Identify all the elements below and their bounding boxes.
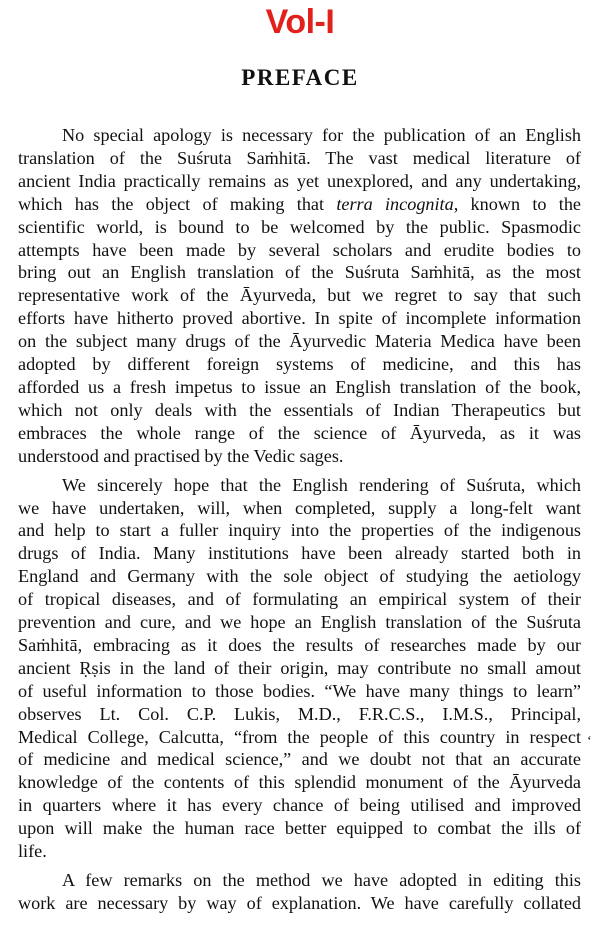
text-line: afforded us a fresh impetus to issue an English translation of the book, xyxy=(18,376,581,397)
stray-print-mark: ‘ xyxy=(587,734,592,749)
text-line: which has the object of making that terra incognita, known to the xyxy=(18,193,581,214)
text-line: adopted by different foreign systems of medicine, and this has xyxy=(18,354,581,375)
paragraph-1 xyxy=(18,124,581,468)
text-line: representative work of the Āyurveda, but we regret to say that such xyxy=(18,285,581,306)
paragraph-2 xyxy=(18,474,581,863)
italic-phrase: terra incognita xyxy=(336,193,454,214)
text-line: scientific world, is bound to be welcomed by the public. Spasmodic xyxy=(18,216,581,237)
text-line: knowledge of the contents of this splendid monument of the Āyurveda xyxy=(18,772,581,793)
text-line: embraces the whole range of the science of Āyurveda, as it was xyxy=(18,422,581,443)
text-line: work are necessary by way of explanation. We have carefully collated xyxy=(18,892,581,913)
text-line: of tropical diseases, and of formulating an empirical system of their xyxy=(18,589,581,610)
text-line: A few remarks on the method we have adopted in editing this xyxy=(62,870,581,890)
text-line: attempts have been made by several scholars and erudite bodies to xyxy=(18,239,581,260)
text-line: Medical College, Calcutta, “from the people of this country in respect xyxy=(18,726,581,747)
text-line: efforts have hitherto proved abortive. In spite of incomplete information xyxy=(18,308,581,329)
preface-body xyxy=(18,124,581,921)
text-line: drugs of India. Many institutions have been already started both in xyxy=(18,543,581,564)
text-line: in quarters where it has every chance of being utilised and improved xyxy=(18,795,581,816)
text-line: ancient Ṛṣis in the land of their origin, may contribute no small amout xyxy=(18,657,581,678)
text-line: of medicine and medical science,” and we doubt not that an accurate xyxy=(18,749,581,770)
text-line: and help to start a fuller inquiry into the properties of the indigenous xyxy=(18,520,581,541)
volume-label: Vol-I xyxy=(265,3,335,41)
paragraph-3 xyxy=(18,869,581,915)
text-line: upon will make the human race better equipped to combat the ills of xyxy=(18,818,581,839)
text-line: of useful information to those bodies. “We have many things to learn” xyxy=(18,680,581,701)
text-line: life. xyxy=(18,841,47,862)
text-line: bring out an English translation of the Suśruta Saṁhitā, as the most xyxy=(18,262,581,283)
text-line: We sincerely hope that the English rendering of Suśruta, which xyxy=(62,474,581,495)
text-line: we have undertaken, will, when completed, supply a long-felt want xyxy=(18,497,581,518)
text-line: which not only deals with the essentials of Indian Therapeutics but xyxy=(18,399,581,420)
text-line: ancient India practically remains as yet unexplored, and any undertaking, xyxy=(18,170,581,191)
text-line: prevention and cure, and we hope an English translation of the Suśruta xyxy=(18,612,581,633)
text-line: England and Germany with the sole object of studying the aetiology xyxy=(18,566,581,587)
page-title: PREFACE xyxy=(241,65,359,90)
text-line: observes Lt. Col. C.P. Lukis, M.D., F.R.C.S., I.M.S., Principal, xyxy=(18,703,581,724)
text-line: understood and practised by the Vedic sages. xyxy=(18,445,344,466)
text-line: Saṁhitā, embracing as it does the results of researches made by our xyxy=(18,634,581,655)
text-line: No special apology is necessary for the publication of an English xyxy=(62,125,581,145)
text-line: translation of the Suśruta Saṁhitā. The vast medical literature of xyxy=(18,147,581,168)
text-line: on the subject many drugs of the Āyurvedic Materia Medica have been xyxy=(18,331,581,352)
